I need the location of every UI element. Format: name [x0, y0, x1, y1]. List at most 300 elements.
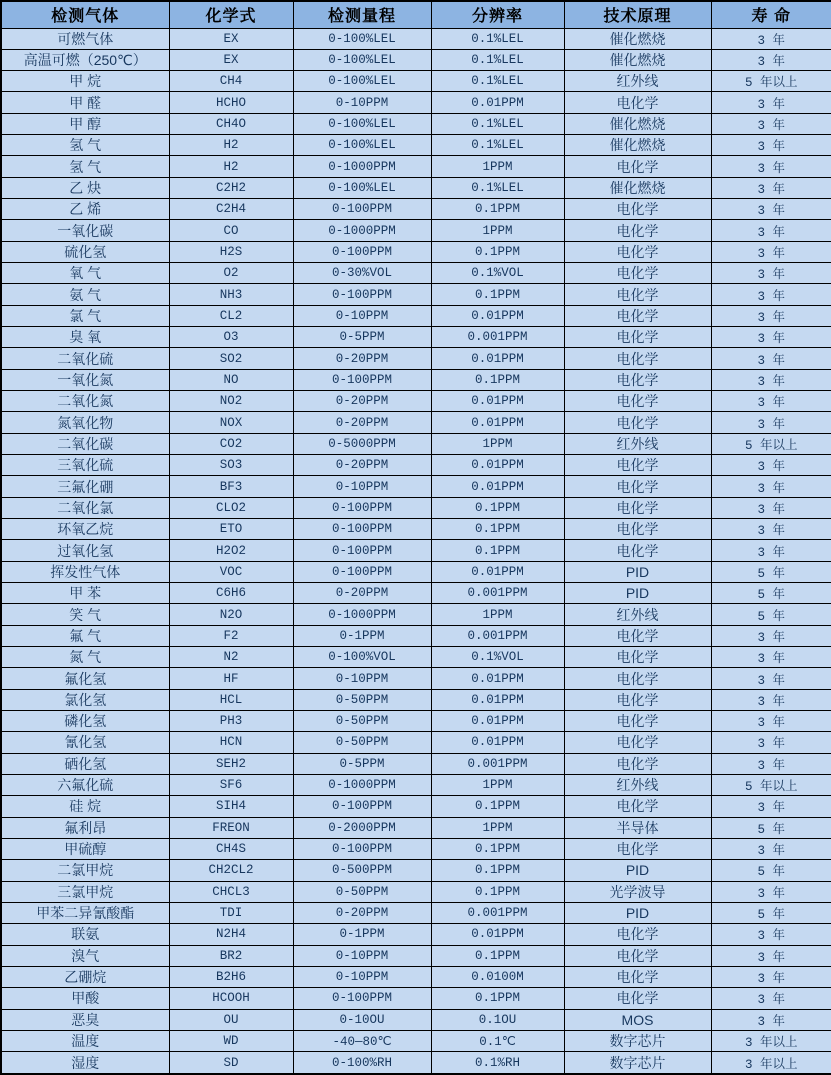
column-header-gas: 检测气体 [1, 1, 169, 28]
cell-range: 0-100%LEL [293, 113, 431, 134]
cell-gas: 甲硫醇 [1, 838, 169, 859]
cell-range: 0-100PPM [293, 199, 431, 220]
cell-resolution: 1PPM [431, 433, 564, 454]
cell-gas: 氢 气 [1, 135, 169, 156]
cell-formula: CH4 [169, 71, 293, 92]
table-row [1, 988, 831, 1009]
cell-formula: H2O2 [169, 540, 293, 561]
cell-principle: 电化学 [564, 156, 711, 177]
cell-formula: HCN [169, 732, 293, 753]
cell-gas: 过氧化氢 [1, 540, 169, 561]
cell-lifespan: 5 年 [711, 561, 831, 582]
cell-formula: O2 [169, 263, 293, 284]
cell-principle: 电化学 [564, 753, 711, 774]
cell-gas: 氯化氢 [1, 689, 169, 710]
cell-principle: 数字芯片 [564, 1030, 711, 1051]
cell-gas: 硫化氢 [1, 241, 169, 262]
cell-resolution: 0.1%RH [431, 1052, 564, 1074]
cell-gas: 甲苯二异氰酸酯 [1, 902, 169, 923]
cell-resolution: 1PPM [431, 220, 564, 241]
cell-principle: 电化学 [564, 668, 711, 689]
table-row [1, 135, 831, 156]
cell-lifespan: 3 年 [711, 988, 831, 1009]
cell-formula: EX [169, 28, 293, 49]
cell-lifespan: 3 年 [711, 796, 831, 817]
table-row [1, 177, 831, 198]
column-header-principle: 技术原理 [564, 1, 711, 28]
cell-range: 0-10PPM [293, 945, 431, 966]
cell-formula: PH3 [169, 711, 293, 732]
cell-range: 0-100%RH [293, 1052, 431, 1074]
cell-formula: NO2 [169, 391, 293, 412]
cell-gas: 一氧化碳 [1, 220, 169, 241]
cell-principle: 电化学 [564, 945, 711, 966]
cell-formula: HF [169, 668, 293, 689]
cell-lifespan: 3 年 [711, 135, 831, 156]
cell-principle: 电化学 [564, 369, 711, 390]
header-row [1, 1, 831, 28]
cell-gas: 温度 [1, 1030, 169, 1051]
table-row [1, 583, 831, 604]
cell-lifespan: 5 年以上 [711, 71, 831, 92]
table-row [1, 902, 831, 923]
cell-formula: SF6 [169, 774, 293, 795]
cell-resolution: 0.1℃ [431, 1030, 564, 1051]
table-row [1, 966, 831, 987]
cell-resolution: 0.01PPM [431, 732, 564, 753]
cell-range: 0-20PPM [293, 902, 431, 923]
cell-principle: 光学波导 [564, 881, 711, 902]
cell-resolution: 0.1%LEL [431, 71, 564, 92]
cell-principle: MOS [564, 1009, 711, 1030]
cell-lifespan: 3 年以上 [711, 1030, 831, 1051]
table-row [1, 391, 831, 412]
cell-gas: 三氟化硼 [1, 476, 169, 497]
cell-formula: B2H6 [169, 966, 293, 987]
cell-resolution: 1PPM [431, 156, 564, 177]
cell-gas: 挥发性气体 [1, 561, 169, 582]
cell-resolution: 0.001PPM [431, 327, 564, 348]
cell-principle: PID [564, 561, 711, 582]
cell-resolution: 0.1PPM [431, 945, 564, 966]
table-row [1, 348, 831, 369]
cell-resolution: 0.01PPM [431, 391, 564, 412]
cell-resolution: 0.01PPM [431, 668, 564, 689]
table-row [1, 28, 831, 49]
cell-gas: 氧 气 [1, 263, 169, 284]
table-row [1, 241, 831, 262]
table-row [1, 113, 831, 134]
cell-resolution: 0.1%LEL [431, 49, 564, 70]
cell-principle: 电化学 [564, 924, 711, 945]
cell-principle: 电化学 [564, 647, 711, 668]
table-row [1, 561, 831, 582]
cell-range: 0-100%LEL [293, 71, 431, 92]
table-row [1, 1030, 831, 1051]
cell-range: 0-100%LEL [293, 177, 431, 198]
cell-range: 0-1PPM [293, 625, 431, 646]
table-row [1, 1052, 831, 1074]
cell-formula: BF3 [169, 476, 293, 497]
table-row [1, 540, 831, 561]
cell-formula: SO2 [169, 348, 293, 369]
cell-lifespan: 3 年 [711, 199, 831, 220]
cell-principle: 电化学 [564, 305, 711, 326]
cell-lifespan: 3 年 [711, 1009, 831, 1030]
table-row [1, 433, 831, 454]
cell-formula: O3 [169, 327, 293, 348]
cell-gas: 甲酸 [1, 988, 169, 1009]
cell-principle: 数字芯片 [564, 1052, 711, 1074]
cell-lifespan: 3 年 [711, 28, 831, 49]
table-row [1, 838, 831, 859]
cell-gas: 溴气 [1, 945, 169, 966]
cell-resolution: 1PPM [431, 774, 564, 795]
cell-range: 0-50PPM [293, 711, 431, 732]
cell-lifespan: 3 年 [711, 177, 831, 198]
table-row [1, 668, 831, 689]
cell-range: 0-100PPM [293, 284, 431, 305]
cell-principle: 电化学 [564, 284, 711, 305]
cell-range: 0-1000PPM [293, 156, 431, 177]
cell-lifespan: 5 年 [711, 817, 831, 838]
cell-formula: SEH2 [169, 753, 293, 774]
cell-formula: CH4O [169, 113, 293, 134]
cell-formula: SIH4 [169, 796, 293, 817]
cell-formula: ETO [169, 519, 293, 540]
cell-gas: 氨 气 [1, 284, 169, 305]
table-row [1, 476, 831, 497]
cell-formula: C2H4 [169, 199, 293, 220]
table-row [1, 412, 831, 433]
cell-gas: 氢 气 [1, 156, 169, 177]
cell-principle: 电化学 [564, 966, 711, 987]
cell-gas: 乙硼烷 [1, 966, 169, 987]
cell-lifespan: 3 年 [711, 945, 831, 966]
cell-principle: 催化燃烧 [564, 113, 711, 134]
cell-gas: 甲 醇 [1, 113, 169, 134]
table-row [1, 305, 831, 326]
cell-lifespan: 3 年 [711, 455, 831, 476]
cell-lifespan: 5 年以上 [711, 774, 831, 795]
cell-formula: NH3 [169, 284, 293, 305]
cell-gas: 三氧化硫 [1, 455, 169, 476]
cell-gas: 六氟化硫 [1, 774, 169, 795]
table-row [1, 1009, 831, 1030]
cell-principle: 电化学 [564, 689, 711, 710]
cell-resolution: 0.1PPM [431, 540, 564, 561]
cell-range: 0-50PPM [293, 689, 431, 710]
cell-principle: 电化学 [564, 497, 711, 518]
cell-formula: CH2CL2 [169, 860, 293, 881]
cell-lifespan: 3 年 [711, 540, 831, 561]
cell-range: 0-500PPM [293, 860, 431, 881]
cell-formula: H2 [169, 156, 293, 177]
cell-formula: F2 [169, 625, 293, 646]
cell-range: 0-100PPM [293, 838, 431, 859]
cell-resolution: 0.01PPM [431, 348, 564, 369]
cell-formula: HCOOH [169, 988, 293, 1009]
cell-gas: 甲 醛 [1, 92, 169, 113]
cell-resolution: 0.01PPM [431, 92, 564, 113]
cell-principle: 电化学 [564, 327, 711, 348]
cell-range: 0-100PPM [293, 241, 431, 262]
column-header-formula: 化学式 [169, 1, 293, 28]
cell-principle: PID [564, 860, 711, 881]
cell-resolution: 0.0100M [431, 966, 564, 987]
cell-lifespan: 3 年 [711, 668, 831, 689]
cell-formula: CHCL3 [169, 881, 293, 902]
cell-formula: SD [169, 1052, 293, 1074]
cell-lifespan: 3 年 [711, 966, 831, 987]
cell-gas: 笑 气 [1, 604, 169, 625]
cell-principle: PID [564, 902, 711, 923]
cell-principle: 电化学 [564, 711, 711, 732]
cell-resolution: 0.1PPM [431, 369, 564, 390]
cell-range: 0-50PPM [293, 732, 431, 753]
cell-gas: 二氧化氮 [1, 391, 169, 412]
cell-principle: 电化学 [564, 476, 711, 497]
cell-resolution: 0.01PPM [431, 412, 564, 433]
table-row [1, 263, 831, 284]
table-row [1, 753, 831, 774]
cell-lifespan: 3 年 [711, 711, 831, 732]
cell-resolution: 0.01PPM [431, 689, 564, 710]
cell-formula: FREON [169, 817, 293, 838]
cell-resolution: 0.001PPM [431, 902, 564, 923]
cell-gas: 乙 炔 [1, 177, 169, 198]
cell-range: 0-10OU [293, 1009, 431, 1030]
cell-range: 0-50PPM [293, 881, 431, 902]
cell-gas: 乙 烯 [1, 199, 169, 220]
cell-lifespan: 5 年 [711, 604, 831, 625]
cell-range: 0-100%LEL [293, 135, 431, 156]
table-row [1, 92, 831, 113]
cell-resolution: 0.1%LEL [431, 28, 564, 49]
cell-principle: 电化学 [564, 625, 711, 646]
cell-principle: 电化学 [564, 348, 711, 369]
cell-formula: HCL [169, 689, 293, 710]
table-row [1, 497, 831, 518]
table-row [1, 647, 831, 668]
cell-principle: 催化燃烧 [564, 135, 711, 156]
cell-lifespan: 3 年 [711, 412, 831, 433]
cell-principle: 催化燃烧 [564, 28, 711, 49]
table-row [1, 455, 831, 476]
cell-formula: NOX [169, 412, 293, 433]
cell-gas: 可燃气体 [1, 28, 169, 49]
cell-resolution: 0.1PPM [431, 241, 564, 262]
cell-range: 0-10PPM [293, 668, 431, 689]
table-row [1, 860, 831, 881]
cell-resolution: 0.1%LEL [431, 177, 564, 198]
table-row [1, 49, 831, 70]
cell-resolution: 0.01PPM [431, 711, 564, 732]
cell-gas: 磷化氢 [1, 711, 169, 732]
cell-gas: 环氧乙烷 [1, 519, 169, 540]
cell-principle: 电化学 [564, 838, 711, 859]
cell-formula: C6H6 [169, 583, 293, 604]
cell-principle: 电化学 [564, 241, 711, 262]
cell-lifespan: 3 年 [711, 625, 831, 646]
cell-principle: 催化燃烧 [564, 177, 711, 198]
cell-resolution: 0.1PPM [431, 284, 564, 305]
cell-lifespan: 5 年 [711, 902, 831, 923]
cell-gas: 甲 苯 [1, 583, 169, 604]
table-row [1, 689, 831, 710]
cell-lifespan: 3 年 [711, 497, 831, 518]
cell-principle: 电化学 [564, 263, 711, 284]
cell-principle: 电化学 [564, 732, 711, 753]
table-row [1, 369, 831, 390]
cell-range: 0-5000PPM [293, 433, 431, 454]
cell-principle: PID [564, 583, 711, 604]
cell-lifespan: 3 年 [711, 476, 831, 497]
cell-lifespan: 3 年 [711, 92, 831, 113]
table-body [1, 28, 831, 1074]
cell-range: 0-100PPM [293, 540, 431, 561]
cell-formula: N2O [169, 604, 293, 625]
cell-formula: C2H2 [169, 177, 293, 198]
cell-formula: CH4S [169, 838, 293, 859]
cell-range: 0-100%VOL [293, 647, 431, 668]
cell-gas: 硅 烷 [1, 796, 169, 817]
cell-gas: 硒化氢 [1, 753, 169, 774]
cell-resolution: 0.001PPM [431, 753, 564, 774]
cell-principle: 红外线 [564, 774, 711, 795]
cell-range: -40—80℃ [293, 1030, 431, 1051]
cell-lifespan: 5 年 [711, 583, 831, 604]
cell-range: 0-100PPM [293, 497, 431, 518]
cell-lifespan: 3 年 [711, 391, 831, 412]
cell-range: 0-100PPM [293, 796, 431, 817]
cell-lifespan: 3 年 [711, 49, 831, 70]
cell-resolution: 0.1PPM [431, 860, 564, 881]
cell-range: 0-2000PPM [293, 817, 431, 838]
cell-gas: 二氧化硫 [1, 348, 169, 369]
cell-resolution: 0.1OU [431, 1009, 564, 1030]
cell-range: 0-1000PPM [293, 774, 431, 795]
cell-principle: 红外线 [564, 71, 711, 92]
cell-range: 0-20PPM [293, 412, 431, 433]
cell-range: 0-100%LEL [293, 28, 431, 49]
cell-range: 0-1000PPM [293, 604, 431, 625]
cell-range: 0-1PPM [293, 924, 431, 945]
cell-principle: 电化学 [564, 455, 711, 476]
cell-formula: H2S [169, 241, 293, 262]
table-row [1, 711, 831, 732]
cell-gas: 二氧化碳 [1, 433, 169, 454]
table-row [1, 156, 831, 177]
cell-formula: SO3 [169, 455, 293, 476]
cell-formula: EX [169, 49, 293, 70]
cell-range: 0-10PPM [293, 476, 431, 497]
cell-resolution: 0.1PPM [431, 838, 564, 859]
cell-lifespan: 3 年 [711, 519, 831, 540]
cell-range: 0-30%VOL [293, 263, 431, 284]
cell-formula: OU [169, 1009, 293, 1030]
cell-gas: 三氯甲烷 [1, 881, 169, 902]
cell-range: 0-20PPM [293, 391, 431, 412]
table-row [1, 774, 831, 795]
cell-gas: 氮 气 [1, 647, 169, 668]
table-row [1, 519, 831, 540]
cell-gas: 氟化氢 [1, 668, 169, 689]
cell-resolution: 0.01PPM [431, 561, 564, 582]
cell-gas: 氟 气 [1, 625, 169, 646]
cell-formula: N2 [169, 647, 293, 668]
cell-formula: CLO2 [169, 497, 293, 518]
table-row [1, 327, 831, 348]
cell-formula: H2 [169, 135, 293, 156]
cell-formula: CO2 [169, 433, 293, 454]
cell-resolution: 0.1PPM [431, 497, 564, 518]
cell-gas: 高温可燃（250℃） [1, 49, 169, 70]
cell-resolution: 0.01PPM [431, 455, 564, 476]
cell-gas: 二氧化氯 [1, 497, 169, 518]
cell-formula: N2H4 [169, 924, 293, 945]
table-row [1, 732, 831, 753]
cell-principle: 半导体 [564, 817, 711, 838]
cell-range: 0-100%LEL [293, 49, 431, 70]
table-row [1, 284, 831, 305]
cell-range: 0-10PPM [293, 305, 431, 326]
cell-principle: 催化燃烧 [564, 49, 711, 70]
cell-range: 0-100PPM [293, 519, 431, 540]
cell-lifespan: 3 年 [711, 881, 831, 902]
cell-gas: 氟利昂 [1, 817, 169, 838]
cell-resolution: 0.001PPM [431, 625, 564, 646]
cell-resolution: 0.01PPM [431, 305, 564, 326]
cell-lifespan: 3 年 [711, 348, 831, 369]
cell-resolution: 0.1%LEL [431, 135, 564, 156]
cell-range: 0-5PPM [293, 753, 431, 774]
cell-lifespan: 5 年 [711, 860, 831, 881]
cell-resolution: 0.1PPM [431, 519, 564, 540]
cell-lifespan: 3 年 [711, 113, 831, 134]
cell-resolution: 0.01PPM [431, 924, 564, 945]
cell-resolution: 0.1PPM [431, 881, 564, 902]
cell-principle: 电化学 [564, 988, 711, 1009]
cell-formula: HCHO [169, 92, 293, 113]
cell-principle: 电化学 [564, 519, 711, 540]
cell-lifespan: 3 年 [711, 689, 831, 710]
table-row [1, 817, 831, 838]
cell-principle: 电化学 [564, 391, 711, 412]
cell-formula: WD [169, 1030, 293, 1051]
cell-lifespan: 3 年 [711, 753, 831, 774]
column-header-resolution: 分辨率 [431, 1, 564, 28]
cell-principle: 电化学 [564, 540, 711, 561]
cell-lifespan: 3 年 [711, 924, 831, 945]
cell-gas: 联氨 [1, 924, 169, 945]
cell-formula: TDI [169, 902, 293, 923]
cell-range: 0-20PPM [293, 348, 431, 369]
cell-gas: 氰化氢 [1, 732, 169, 753]
cell-resolution: 0.1PPM [431, 199, 564, 220]
cell-lifespan: 3 年 [711, 369, 831, 390]
table-row [1, 604, 831, 625]
cell-range: 0-100PPM [293, 369, 431, 390]
cell-formula: BR2 [169, 945, 293, 966]
cell-lifespan: 3 年 [711, 327, 831, 348]
table-row [1, 881, 831, 902]
cell-lifespan: 3 年 [711, 241, 831, 262]
cell-resolution: 1PPM [431, 604, 564, 625]
cell-lifespan: 5 年以上 [711, 433, 831, 454]
column-header-range: 检测量程 [293, 1, 431, 28]
table-row [1, 945, 831, 966]
